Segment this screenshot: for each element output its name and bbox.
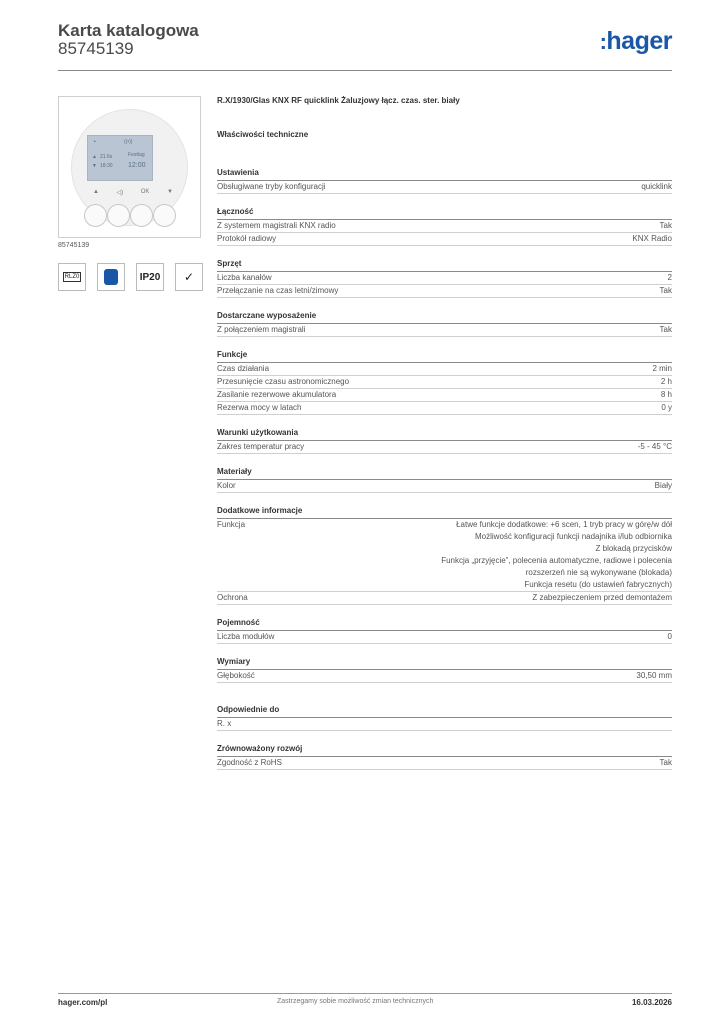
property-row [217, 631, 672, 644]
property-label: Funkcja [217, 520, 246, 529]
property-value: 2 [667, 273, 672, 282]
section [217, 428, 672, 454]
property-label: Zakres temperatur pracy [217, 442, 305, 451]
property-row [217, 441, 672, 454]
property-value: Tak [659, 221, 672, 230]
section-title: Dodatkowe informacje [217, 506, 672, 519]
property-value: 0 [667, 632, 672, 641]
property-label: Ochrona [217, 593, 248, 602]
rlz-badge-icon: RLZ0 [58, 263, 86, 291]
property-row [217, 519, 672, 592]
property-label: Protokół radiowy [217, 234, 277, 243]
section [217, 168, 672, 194]
property-label: Czas działania [217, 364, 270, 373]
clock-icon: ◔ [92, 139, 97, 146]
property-label: Przełączanie na czas letni/zimowy [217, 286, 339, 295]
page-title: Karta katalogowa [58, 21, 199, 40]
property-row [217, 592, 672, 605]
display-time: 12:00 [128, 162, 146, 169]
section [217, 618, 672, 644]
section [217, 705, 672, 731]
property-row [217, 324, 672, 337]
section-title: Wymiary [217, 657, 672, 670]
section [217, 744, 672, 770]
property-row [217, 480, 672, 493]
device-button [153, 204, 176, 227]
product-image [58, 96, 201, 238]
footer-date: 16.03.2026 [631, 998, 672, 1007]
properties-list [217, 155, 672, 770]
display-text: 18:30 [100, 163, 113, 169]
property-label: Rezerwa mocy w latach [217, 403, 302, 412]
section-title: Łączność [217, 207, 672, 220]
device-button [84, 204, 107, 227]
rohs-badge-icon: ✓ [175, 263, 203, 291]
speaker-icon: ◁) [116, 190, 124, 196]
section [217, 350, 672, 415]
property-value: 8 h [660, 390, 672, 399]
arrow-down-icon: ▼ [167, 189, 173, 195]
quicklink-badge-icon [97, 263, 125, 291]
property-label: Głębokość [217, 671, 255, 680]
property-row [217, 220, 672, 233]
header-divider [58, 70, 672, 71]
property-value: 2 h [660, 377, 672, 386]
property-row [217, 363, 672, 376]
property-label: Z systemem magistrali KNX radio [217, 221, 336, 230]
property-label: Zgodność z RoHS [217, 758, 282, 767]
property-row [217, 389, 672, 402]
section [217, 657, 672, 683]
section [217, 207, 672, 246]
section-title: Odpowiednie do [217, 705, 672, 718]
properties-heading: Właściwości techniczne [217, 130, 309, 139]
property-value: 0 y [661, 403, 672, 412]
section-title: Warunki użytkowania [217, 428, 672, 441]
property-label: Obsługiwane tryby konfiguracji [217, 182, 326, 191]
product-code: 85745139 [58, 39, 134, 58]
section [217, 467, 672, 493]
property-value: KNX Radio [632, 234, 672, 243]
product-title: R.X/1930/Glas KNX RF quicklink Żaluzjowy łącz. czas. ster. biały [217, 96, 460, 105]
property-value: Tak [659, 758, 672, 767]
section-title: Materiały [217, 467, 672, 480]
property-value: Łatwe funkcje dodatkowe: +6 scen, 1 tryb pracy w górę/w dół Możliwość konfiguracji funkcji nadajnika i/lub odbiornika Z blokadą przycisków Funkcja „przyjęcie”, polecenia automatyczne, radiowe i polecenia rozszerzeń nie są wykonywane (blokada) Funkcja resetu (do ustawień fabrycznych) [441, 520, 672, 589]
property-label: Zasilanie rezerwowe akumulatora [217, 390, 337, 399]
property-value: Tak [659, 286, 672, 295]
property-value: 30,50 mm [636, 671, 672, 680]
section [217, 259, 672, 298]
property-value: quicklink [641, 182, 672, 191]
section [217, 506, 672, 605]
device-face [71, 109, 188, 226]
device-button-labels [93, 189, 173, 196]
section-title: Sprzęt [217, 259, 672, 272]
section-title: Funkcje [217, 350, 672, 363]
arrow-up-icon: ▲ [92, 154, 97, 160]
property-label: R. x [217, 719, 232, 728]
section-title: Dostarczane wyposażenie [217, 311, 672, 324]
property-row [217, 272, 672, 285]
property-row [217, 285, 672, 298]
section-title: Pojemność [217, 618, 672, 631]
footer-divider [58, 993, 672, 994]
property-value: Biały [654, 481, 672, 490]
property-label: Liczba modułów [217, 632, 275, 641]
arrow-up-icon: ▲ [93, 189, 99, 195]
property-row [217, 757, 672, 770]
property-label: Kolor [217, 481, 236, 490]
property-row [217, 376, 672, 389]
property-row [217, 718, 672, 731]
radio-icon: ((•)) [124, 139, 133, 145]
arrow-down-icon: ▼ [92, 163, 97, 169]
ip20-badge: IP20 [136, 263, 164, 291]
section-title: Zrównoważony rozwój [217, 744, 672, 757]
footer-disclaimer: Zastrzegamy sobie możliwość zmian technicznych [277, 998, 434, 1005]
footer-website: hager.com/pl [58, 998, 108, 1007]
display-text: 21.6s [100, 154, 113, 160]
property-row [217, 670, 672, 683]
property-label: Przesunięcie czasu astronomicznego [217, 377, 350, 386]
device-buttons [84, 204, 176, 227]
device-display [87, 135, 153, 181]
property-label: Z połączeniem magistrali [217, 325, 306, 334]
section [217, 311, 672, 337]
device-button [130, 204, 153, 227]
section-title: Ustawienia [217, 168, 672, 181]
property-row [217, 181, 672, 194]
property-value: Z zabezpieczeniem przed demontażem [532, 593, 672, 602]
property-value: -5 - 45 °C [637, 442, 672, 451]
badge-row [58, 263, 203, 291]
ok-label: OK [140, 189, 150, 195]
hager-logo: :hager [599, 27, 672, 55]
property-label: Liczba kanałów [217, 273, 272, 282]
property-row [217, 233, 672, 246]
property-value: 2 min [652, 364, 672, 373]
property-row [217, 402, 672, 415]
display-text: Festtag [128, 152, 145, 158]
image-caption: 85745139 [58, 242, 90, 249]
property-value: Tak [659, 325, 672, 334]
device-button [107, 204, 130, 227]
